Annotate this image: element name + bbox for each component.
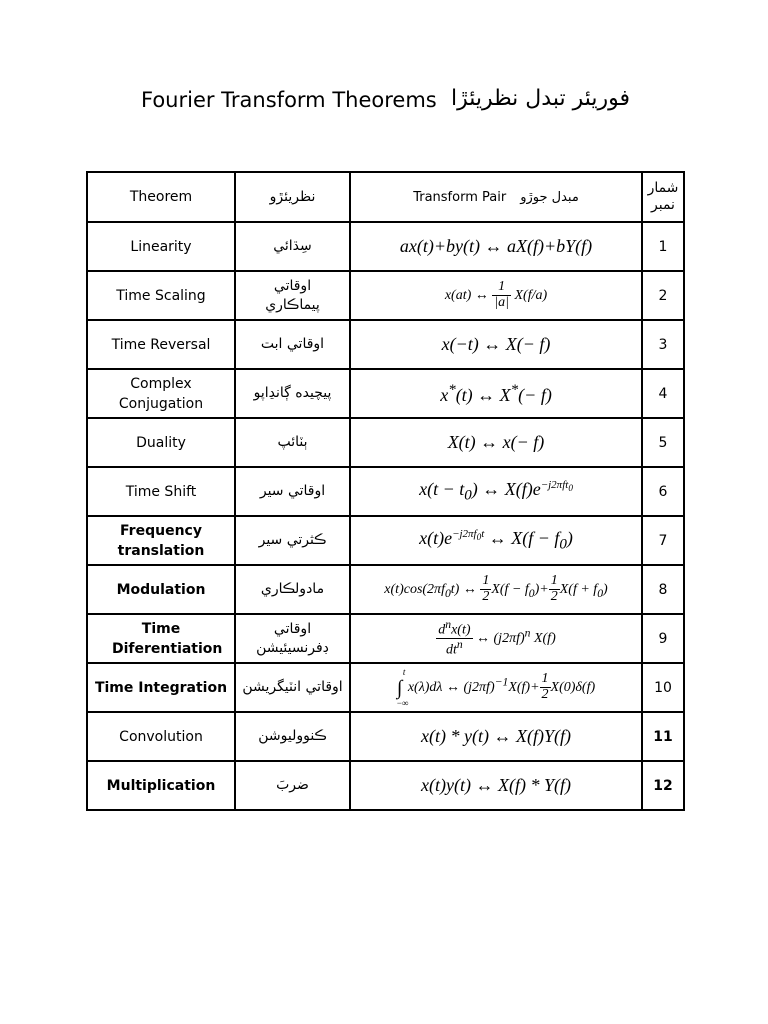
- transform-pair-formula: x(t)y(t) ↔ X(f) * Y(f): [350, 761, 642, 810]
- theorem-name-sindhi: اوقاتي ابت: [235, 320, 350, 369]
- theorems-table: [86, 171, 685, 811]
- table-row: [87, 320, 684, 369]
- theorem-name: Complex Conjugation: [87, 369, 235, 418]
- row-number: 1: [642, 222, 684, 271]
- theorem-name-sindhi: اوقاتي سير: [235, 467, 350, 516]
- row-number: 12: [642, 761, 684, 810]
- header-transform-pair: [350, 172, 642, 222]
- transform-pair-formula: $x(t - t_0)$ ↔ $X(f)e^{-j2\pi ft_0}$: [350, 467, 642, 516]
- transform-pair-formula: X(t) ↔ x(− f): [350, 418, 642, 467]
- theorem-name-sindhi: ڪنوولیوشن: [235, 712, 350, 761]
- table-row: [87, 761, 684, 810]
- theorem-name-sindhi: سِڌائي: [235, 222, 350, 271]
- title-sindhi: فوريئر تبدل نظريئڙا: [450, 86, 630, 111]
- theorem-name: Convolution: [87, 712, 235, 761]
- row-number: 4: [642, 369, 684, 418]
- table-row: [87, 663, 684, 712]
- table-row: [87, 614, 684, 663]
- row-number: 9: [642, 614, 684, 663]
- theorem-name-sindhi: پيچيده ڳانڍاپو: [235, 369, 350, 418]
- header-theorem-en: Theorem: [87, 172, 235, 222]
- title-english: Fourier Transform Theorems: [141, 88, 437, 112]
- row-number: 10: [642, 663, 684, 712]
- theorem-name: Modulation: [87, 565, 235, 614]
- theorem-name: Time Integration: [87, 663, 235, 712]
- table-row: [87, 369, 684, 418]
- header-pair-en: Transform Pair: [413, 190, 507, 205]
- transform-pair-formula: x(at) ↔ $\frac{1}{|a|}$ X(f/a): [350, 271, 642, 320]
- theorem-name: Linearity: [87, 222, 235, 271]
- row-number: 2: [642, 271, 684, 320]
- theorem-name-sindhi: اوقاتي انٽيگريشن: [235, 663, 350, 712]
- theorem-name: Time Diferentiation: [87, 614, 235, 663]
- header-row: [87, 172, 684, 222]
- row-number: 5: [642, 418, 684, 467]
- table-row: [87, 565, 684, 614]
- transform-pair-formula: $x(t)\cos(2\pi f_0t)$ ↔ $\frac{1}{2}$ $X(f - f_0)+$ $\frac{1}{2}$ $X(f + f_0)$: [350, 565, 642, 614]
- row-number: 11: [642, 712, 684, 761]
- theorem-name: Frequency translation: [87, 516, 235, 565]
- theorem-name-sindhi: اوقاتي ڊفرنسيئيشن: [235, 614, 350, 663]
- table-row: [87, 418, 684, 467]
- table-row: [87, 516, 684, 565]
- table-row: [87, 467, 684, 516]
- theorem-name: Time Shift: [87, 467, 235, 516]
- page-title: [0, 84, 768, 124]
- header-number: [642, 172, 684, 222]
- transform-pair-formula: x(−t) ↔ X(− f): [350, 320, 642, 369]
- theorem-name-sindhi: ضربَ: [235, 761, 350, 810]
- header-pair-sd: مبدل جوڙو: [520, 190, 579, 205]
- row-number: 6: [642, 467, 684, 516]
- theorem-name-sindhi: ٻٽائپ: [235, 418, 350, 467]
- transform-pair-formula: ax(t)+by(t) ↔ aX(f)+bY(f): [350, 222, 642, 271]
- table-row: [87, 271, 684, 320]
- transform-pair-formula: $\frac{d^nx(t)}{dt^n}$ ↔ $(j2\pi f)^n$ X(f): [350, 614, 642, 663]
- table-row: [87, 712, 684, 761]
- row-number: 8: [642, 565, 684, 614]
- theorem-name: Multiplication: [87, 761, 235, 810]
- theorem-name: Time Reversal: [87, 320, 235, 369]
- theorem-name-sindhi: مادولڪاري: [235, 565, 350, 614]
- theorem-name: Duality: [87, 418, 235, 467]
- header-number-line2: نمبر: [651, 197, 675, 213]
- transform-pair-formula: x*(t) ↔ X*(− f): [350, 369, 642, 418]
- transform-pair-formula: ∫ t −∞ x(λ)dλ ↔ $(j2\pi f)^{-1}X(f)+$ $\frac{1}{2}$ X(0)δ(f): [350, 663, 642, 712]
- table-row: [87, 222, 684, 271]
- header-theorem-sd: نظريئڙو: [235, 172, 350, 222]
- transform-pair-formula: x(t) * y(t) ↔ X(f)Y(f): [350, 712, 642, 761]
- transform-pair-formula: $x(t)e^{-j2\pi f_0t}$ ↔ $X(f - f_0)$: [350, 516, 642, 565]
- theorem-name-sindhi: ڪثرتي سير: [235, 516, 350, 565]
- theorem-name-sindhi: اوقاتي پيماڪاري: [235, 271, 350, 320]
- row-number: 7: [642, 516, 684, 565]
- theorem-name: Time Scaling: [87, 271, 235, 320]
- row-number: 3: [642, 320, 684, 369]
- header-number-line1: شمار: [647, 180, 679, 196]
